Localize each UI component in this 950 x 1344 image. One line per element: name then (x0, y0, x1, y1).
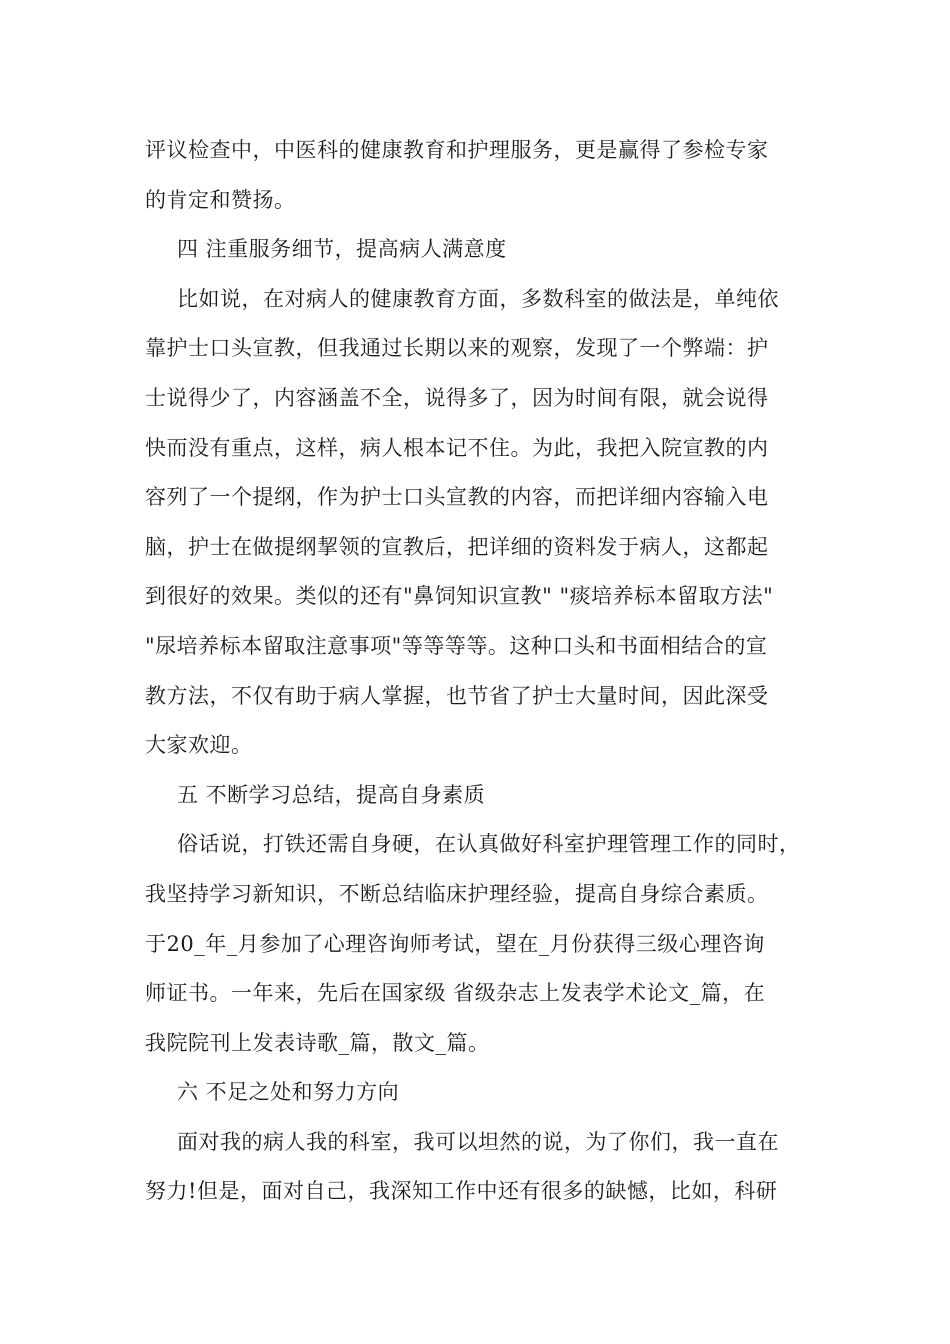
section-heading: 四 注重服务细节，提高病人满意度 (177, 237, 507, 262)
document-body (145, 126, 810, 1217)
paragraph-line: 的肯定和赞扬。 (145, 187, 296, 212)
paragraph-line: 于20_年_月参加了心理咨询师考试，望在_月份获得三级心理咨询 (145, 931, 765, 956)
paragraph-line: 努力!但是，面对自己，我深知工作中还有很多的缺憾，比如，科研 (145, 1179, 778, 1204)
paragraph-line: 师证书。一年来，先后在国家级 省级杂志上发表学术论文_篇，在 (145, 981, 766, 1006)
paragraph-line: 我院院刊上发表诗歌_篇，散文_篇。 (145, 1030, 490, 1055)
paragraph-line: 面对我的病人我的科室，我可以坦然的说，为了你们，我一直在 (177, 1129, 779, 1154)
paragraph-line: 士说得少了，内容涵盖不全，说得多了，因为时间有限，就会说得 (145, 385, 769, 410)
paragraph-line: 快而没有重点，这样，病人根本记不住。为此，我把入院宣教的内 (145, 435, 769, 460)
paragraph-line: 比如说，在对病人的健康教育方面，多数科室的做法是，单纯依 (177, 286, 779, 311)
paragraph-line: 大家欢迎。 (145, 733, 253, 758)
paragraph-line: 俗话说，打铁还需自身硬，在认真做好科室护理管理工作的同时， (177, 832, 801, 857)
paragraph-line: 靠护士口头宣教，但我通过长期以来的观察，发现了一个弊端：护 (145, 336, 769, 361)
paragraph-line: 容列了一个提纲，作为护士口头宣教的内容，而把详细内容输入电 (145, 485, 769, 510)
paragraph-line: "尿培养标本留取注意事项"等等等等。这种口头和书面相结合的宣 (145, 633, 768, 658)
section-heading: 五 不断学习总结，提高自身素质 (177, 782, 486, 807)
paragraph-line: 我坚持学习新知识，不断总结临床护理经验，提高自身综合素质。 (145, 881, 769, 906)
paragraph-line: 脑，护士在做提纲挈领的宣教后，把详细的资料发于病人，这都起 (145, 534, 769, 559)
section-heading: 六 不足之处和努力方向 (177, 1080, 400, 1105)
paragraph-line: 到很好的效果。类似的还有"鼻饲知识宣教" "痰培养标本留取方法" (145, 584, 774, 609)
paragraph-line: 教方法，不仅有助于病人掌握，也节省了护士大量时间，因此深受 (145, 683, 769, 708)
paragraph-line: 评议检查中，中医科的健康教育和护理服务，更是赢得了参检专家 (145, 138, 769, 162)
